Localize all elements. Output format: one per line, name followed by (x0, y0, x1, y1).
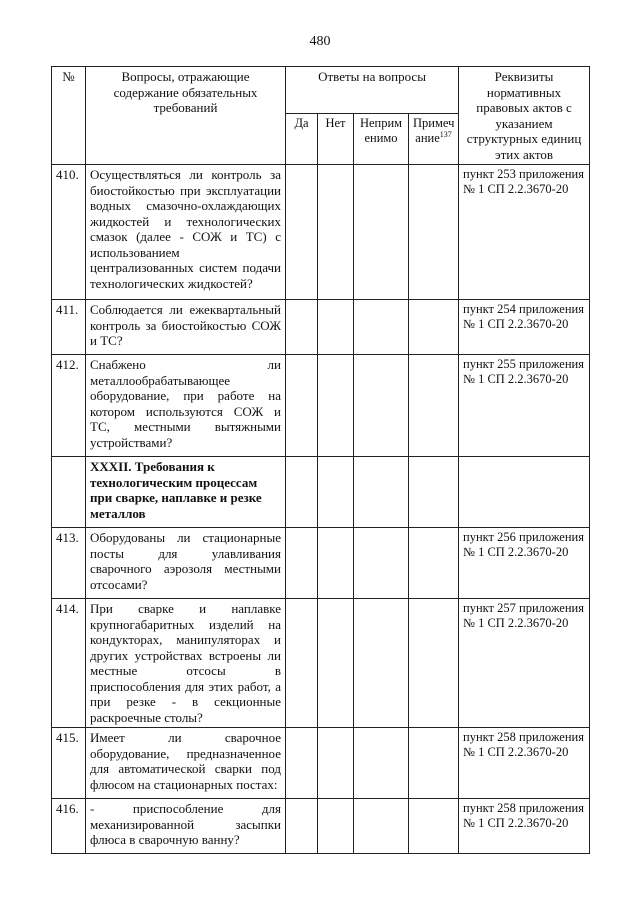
row-number: 414. (52, 599, 86, 728)
answer-not-applicable-cell (354, 457, 409, 528)
row-requisites: пункт 256 приложения № 1 СП 2.2.3670-20 (459, 528, 590, 599)
answer-yes-cell[interactable] (286, 528, 318, 599)
table-row (52, 165, 590, 300)
row-requisites: пункт 258 приложения № 1 СП 2.2.3670-20 (459, 728, 590, 799)
answer-no-cell[interactable] (318, 355, 354, 457)
answer-note-cell (409, 457, 459, 528)
answer-yes-cell[interactable] (286, 355, 318, 457)
answer-no-cell (318, 457, 354, 528)
header-answers: Ответы на вопросы (286, 67, 459, 114)
answer-not-applicable-cell[interactable] (354, 165, 409, 300)
header-note (409, 113, 459, 164)
row-number: 416. (52, 799, 86, 854)
answer-yes-cell[interactable] (286, 165, 318, 300)
answer-no-cell[interactable] (318, 528, 354, 599)
row-question: Имеет ли сварочное оборудование, предназначенное для автоматической сварки под флюсом на стационарных постах: (86, 728, 286, 799)
header-question: Вопросы, отражающие содержание обязательных требований (86, 67, 286, 165)
row-requisites: пункт 255 приложения № 1 СП 2.2.3670-20 (459, 355, 590, 457)
section-row (52, 457, 590, 528)
row-question: Оборудованы ли стационарные посты для улавливания сварочного аэрозоля местными отсосами? (86, 528, 286, 599)
checklist-table (51, 66, 590, 854)
row-requisites: пункт 254 приложения № 1 СП 2.2.3670-20 (459, 300, 590, 355)
row-number: 412. (52, 355, 86, 457)
header-requisites: Реквизиты нормативных правовых актов с указанием структурных единиц этих актов (459, 67, 590, 165)
row-question: Осуществляться ли контроль за биостойкостью при эксплуатации водных смазочно-охлаждающих жидкостей и технологических смазок (далее - СОЖ и ТС) с использованием централизованных систем подачи технологических жидкостей? (86, 165, 286, 300)
header-note-label: Примеч ание (413, 115, 455, 145)
row-question: Соблюдается ли ежеквартальный контроль за биостойкостью СОЖ и ТС? (86, 300, 286, 355)
answer-note-cell[interactable] (409, 728, 459, 799)
table-row (52, 528, 590, 599)
row-requisites: пункт 258 приложения № 1 СП 2.2.3670-20 (459, 799, 590, 854)
answer-note-cell[interactable] (409, 599, 459, 728)
section-title: XXXII. Требования к технологическим процессам при сварке, наплавке и резке металлов (86, 457, 286, 528)
answer-note-cell[interactable] (409, 355, 459, 457)
answer-yes-cell[interactable] (286, 728, 318, 799)
header-row-top (52, 67, 590, 114)
row-number: 410. (52, 165, 86, 300)
answer-yes-cell (286, 457, 318, 528)
answer-not-applicable-cell[interactable] (354, 799, 409, 854)
table-row (52, 300, 590, 355)
answer-no-cell[interactable] (318, 599, 354, 728)
row-number: 411. (52, 300, 86, 355)
table-row (52, 599, 590, 728)
answer-not-applicable-cell[interactable] (354, 599, 409, 728)
answer-no-cell[interactable] (318, 799, 354, 854)
answer-no-cell[interactable] (318, 165, 354, 300)
answer-note-cell[interactable] (409, 799, 459, 854)
header-not-applicable: Неприм енимо (354, 113, 409, 164)
table-row (52, 728, 590, 799)
row-requisites: пункт 253 приложения № 1 СП 2.2.3670-20 (459, 165, 590, 300)
answer-no-cell[interactable] (318, 300, 354, 355)
answer-yes-cell[interactable] (286, 599, 318, 728)
answer-not-applicable-cell[interactable] (354, 728, 409, 799)
row-number: 415. (52, 728, 86, 799)
answer-not-applicable-cell[interactable] (354, 355, 409, 457)
page-number: 480 (309, 34, 331, 49)
row-number (52, 457, 86, 528)
header-num: № (52, 67, 86, 165)
row-requisites (459, 457, 590, 528)
row-question: - приспособление для механизированной засыпки флюса в сварочную ванну? (86, 799, 286, 854)
answer-note-cell[interactable] (409, 528, 459, 599)
answer-not-applicable-cell[interactable] (354, 300, 409, 355)
answer-no-cell[interactable] (318, 728, 354, 799)
answer-not-applicable-cell[interactable] (354, 528, 409, 599)
table-row (52, 355, 590, 457)
answer-yes-cell[interactable] (286, 300, 318, 355)
header-yes: Да (286, 113, 318, 164)
row-question: При сварке и наплавке крупногабаритных изделий на кондукторах, манипуляторах и других устройствах встроены ли местные отсосы в приспособления для этих работ, а при резке - в секционные раскроечные столы? (86, 599, 286, 728)
answer-yes-cell[interactable] (286, 799, 318, 854)
header-note-footnote: 137 (439, 129, 452, 139)
row-question: Снабжено ли металлообрабатывающее оборудование, при работе на котором используются СОЖ и ТС, местными вытяжными устройствами? (86, 355, 286, 457)
table-row (52, 799, 590, 854)
row-number: 413. (52, 528, 86, 599)
row-requisites: пункт 257 приложения № 1 СП 2.2.3670-20 (459, 599, 590, 728)
header-no: Нет (318, 113, 354, 164)
answer-note-cell[interactable] (409, 300, 459, 355)
answer-note-cell[interactable] (409, 165, 459, 300)
